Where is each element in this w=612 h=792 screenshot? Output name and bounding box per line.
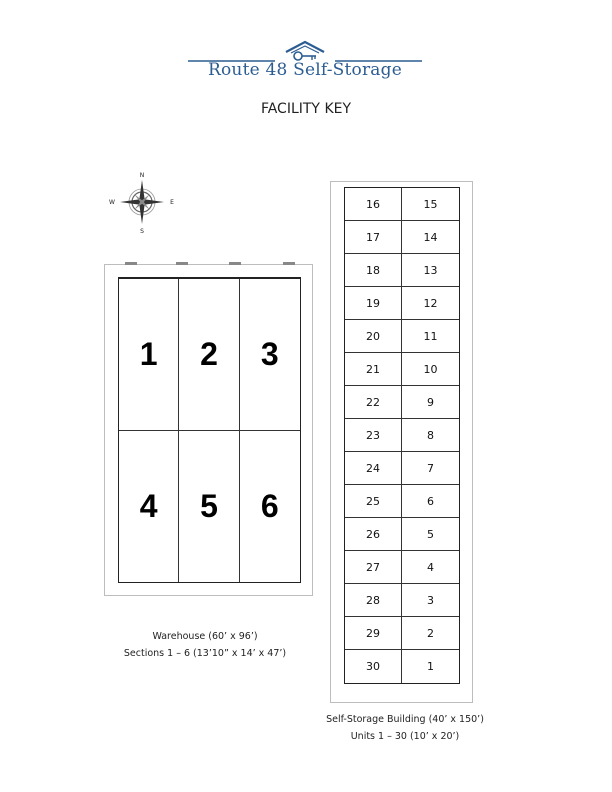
self-storage-caption xyxy=(300,711,510,745)
storage-unit[interactable]: 14 xyxy=(402,221,459,254)
warehouse-section-5[interactable]: 5 xyxy=(179,431,239,583)
door-marker xyxy=(176,262,188,265)
warehouse-section-1[interactable]: 1 xyxy=(119,279,179,431)
compass-south-label: S xyxy=(140,228,144,234)
compass-north-label: N xyxy=(139,172,145,179)
storage-unit[interactable]: 26 xyxy=(345,518,402,551)
door-marker xyxy=(229,262,241,265)
storage-unit[interactable]: 22 xyxy=(345,386,402,419)
storage-unit[interactable]: 28 xyxy=(345,584,402,617)
storage-unit[interactable]: 24 xyxy=(345,452,402,485)
page-title: FACILITY KEY xyxy=(260,101,352,117)
storage-unit[interactable]: 15 xyxy=(402,188,459,221)
storage-unit[interactable]: 20 xyxy=(345,320,402,353)
compass xyxy=(106,170,178,234)
warehouse-caption-line2: Sections 1 – 6 (13’10” x 14’ x 47’) xyxy=(123,648,287,659)
storage-unit[interactable]: 5 xyxy=(402,518,459,551)
storage-unit[interactable]: 6 xyxy=(402,485,459,518)
storage-unit[interactable]: 4 xyxy=(402,551,459,584)
door-marker xyxy=(283,262,295,265)
compass-west-label: W xyxy=(109,199,115,206)
storage-unit[interactable]: 13 xyxy=(402,254,459,287)
warehouse-section-4[interactable]: 4 xyxy=(119,431,179,583)
storage-unit[interactable]: 29 xyxy=(345,617,402,650)
door-marker xyxy=(125,262,137,265)
storage-unit[interactable]: 16 xyxy=(345,188,402,221)
storage-unit[interactable]: 11 xyxy=(402,320,459,353)
storage-unit[interactable]: 9 xyxy=(402,386,459,419)
storage-unit[interactable]: 27 xyxy=(345,551,402,584)
storage-unit[interactable]: 7 xyxy=(402,452,459,485)
storage-unit[interactable]: 1 xyxy=(427,660,434,673)
storage-unit[interactable]: 21 xyxy=(345,353,402,386)
storage-unit[interactable]: 8 xyxy=(402,419,459,452)
compass-rose-icon xyxy=(106,170,178,234)
self-storage-plan xyxy=(344,187,460,684)
storage-unit[interactable]: 25 xyxy=(345,485,402,518)
storage-unit[interactable]: 30 xyxy=(345,650,402,683)
warehouse-section-2[interactable]: 2 xyxy=(179,279,239,431)
self-storage-caption-line1: Self-Storage Building (40’ x 150’) xyxy=(326,714,484,725)
storage-unit[interactable]: 3 xyxy=(402,584,459,617)
brand-name: Route 48 Self-Storage xyxy=(207,60,402,80)
warehouse-plan xyxy=(118,277,301,583)
warehouse-caption-line1: Warehouse (60’ x 96’) xyxy=(152,631,258,642)
storage-unit[interactable]: 19 xyxy=(345,287,402,320)
warehouse-section-3[interactable]: 3 xyxy=(240,279,300,431)
warehouse-section-6[interactable]: 6 xyxy=(260,487,279,524)
storage-unit[interactable]: 2 xyxy=(402,617,459,650)
storage-unit[interactable]: 23 xyxy=(345,419,402,452)
storage-unit[interactable]: 18 xyxy=(345,254,402,287)
self-storage-caption-line2: Units 1 – 30 (10’ x 20’) xyxy=(350,731,460,742)
warehouse-caption xyxy=(120,628,290,662)
compass-east-label: E xyxy=(170,199,174,206)
storage-unit[interactable]: 12 xyxy=(402,287,459,320)
storage-unit[interactable]: 10 xyxy=(402,353,459,386)
storage-unit[interactable]: 17 xyxy=(345,221,402,254)
